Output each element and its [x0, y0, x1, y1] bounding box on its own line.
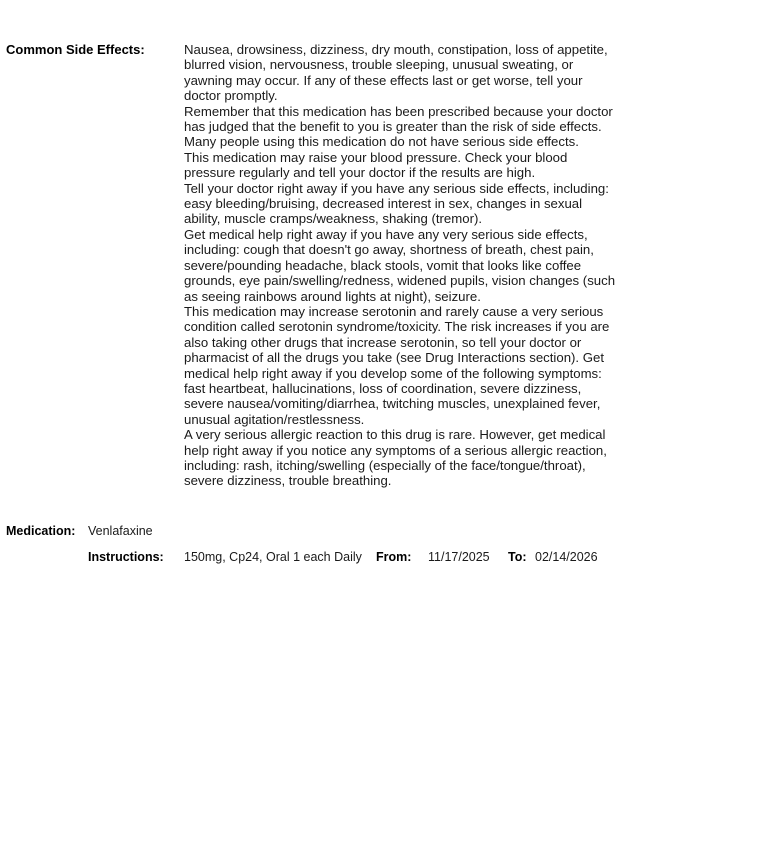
instructions-value: 150mg, Cp24, Oral 1 each Daily [184, 550, 362, 564]
medication-value: Venlafaxine [88, 524, 153, 538]
to-date-value: 02/14/2026 [535, 550, 598, 564]
side-effect-paragraph: A very serious allergic reaction to this drug is rare. However, get medical help right away if you notice any symptoms of a serious allergic reaction, including: rash, itching/swelling (especially of the face/tongue/throat), severe dizziness, trouble breathing. [184, 427, 607, 489]
from-label: From: [376, 550, 412, 564]
side-effect-paragraph: This medication may raise your blood pressure. Check your blood pressure regularly and tell your doctor if the results are high. [184, 149, 568, 181]
side-effect-paragraph: This medication may increase serotonin and rarely cause a very serious condition called serotonin syndrome/toxicity. The risk increases if you are also taking other drugs that increase serotonin, so tell your doctor or pharmacist of all the drugs you take (see Drug Interactions section). Get medical help right away if you develop some of the following symptoms: fast heartbeat, hallucinations, loss of coordination, severe dizziness, severe nausea/vomiting/diarrhea, twitching muscles, unexplained fever, unusual agitation/restlessness. [184, 303, 610, 427]
common-side-effects-text [184, 42, 622, 489]
side-effect-paragraph: Remember that this medication has been prescribed because your doctor has judged that the benefit to you is greater than the risk of side effects. Many people using this medication do not have serious side effects. [184, 103, 613, 150]
medication-label: Medication: [6, 524, 76, 538]
side-effect-paragraph: Nausea, drowsiness, dizziness, dry mouth, constipation, loss of appetite, blurred vision, nervousness, trouble sleeping, unusual sweating, or yawning may occur. If any of these effects last or get worse, tell your doctor promptly. [184, 42, 608, 104]
to-label: To: [508, 550, 527, 564]
instructions-label: Instructions: [88, 550, 164, 564]
side-effect-paragraph: Tell your doctor right away if you have any serious side effects, including: easy bleeding/bruising, decreased interest in sex, changes in sexual ability, muscle cramps/weakness, shaking (tremor). [184, 180, 609, 227]
common-side-effects-label: Common Side Effects: [6, 42, 145, 57]
from-date-value: 11/17/2025 [428, 550, 490, 564]
side-effect-paragraph: Get medical help right away if you have any very serious side effects, including: cough that doesn't go away, shortness of breath, chest pain, severe/pounding headache, black stools, vomit that looks like coffee grounds, eye pain/swelling/redness, widened pupils, vision changes (such as seeing rainbows around lights at night), seizure. [184, 226, 616, 304]
